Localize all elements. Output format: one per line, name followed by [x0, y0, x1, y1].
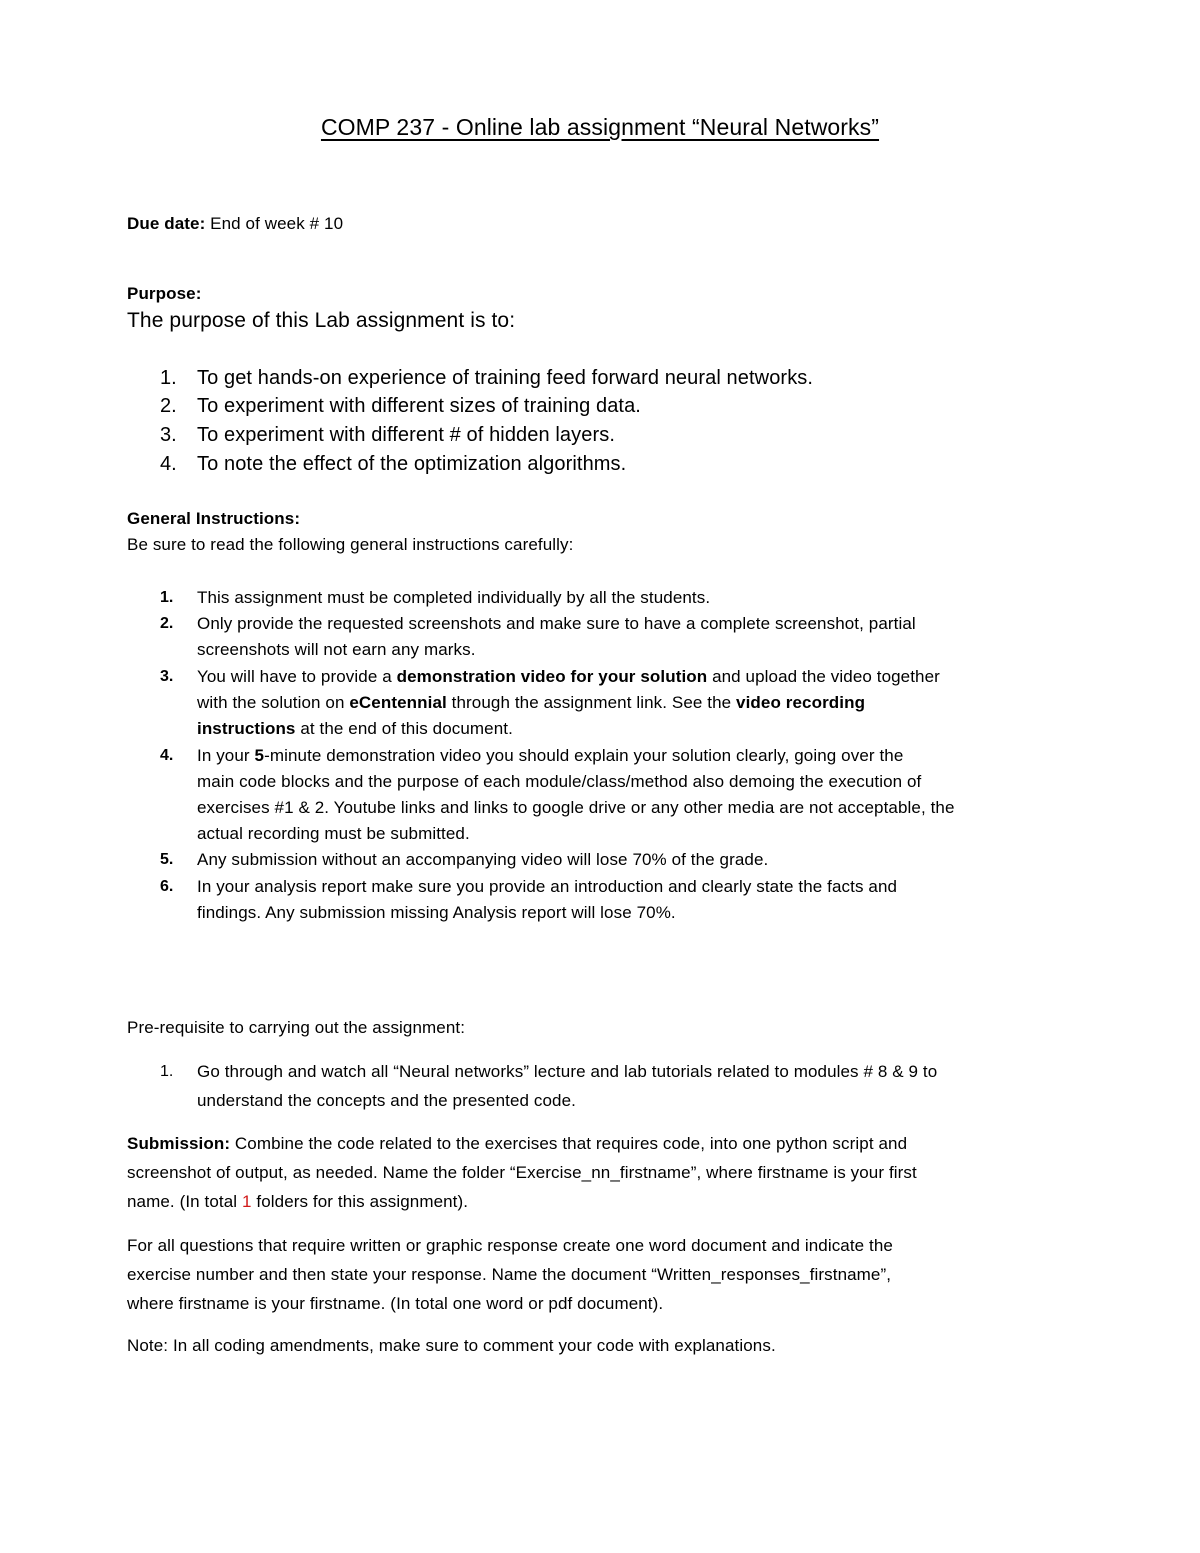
document-title: COMP 237 - Online lab assignment “Neural Networks” — [320, 114, 880, 140]
purpose-item-2-number: 2. — [160, 395, 177, 417]
instruction-2-line-2: screenshots will not earn any marks. — [197, 640, 476, 659]
prerequisite-item-1-line-1: Go through and watch all “Neural networks” lecture and lab tutorials related to modules # 8 & 9 to — [197, 1062, 938, 1081]
prerequisite-intro: Pre-requisite to carrying out the assignment: — [127, 1018, 466, 1037]
instruction-2-line-1: Only provide the requested screenshots and make sure to have a complete screenshot, partial — [197, 614, 916, 633]
submission-folder-count: 1 — [242, 1192, 252, 1211]
instruction-2-number: 2. — [160, 615, 174, 632]
instruction-5-line-1: Any submission without an accompanying video will lose 70% of the grade. — [197, 850, 769, 869]
instruction-3-line-3 — [197, 719, 513, 739]
instruction-3-text-e: through the assignment link. See the — [446, 693, 737, 712]
written-line-2: exercise number and then state your response. Name the document “Written_responses_firstname”, — [127, 1265, 892, 1284]
instruction-3-number: 3. — [160, 668, 174, 685]
due-date-line — [127, 214, 343, 234]
submission-line-3 — [127, 1192, 468, 1212]
instruction-3-emphasis-instructions: instructions — [197, 719, 296, 738]
purpose-item-1-number: 1. — [160, 367, 177, 389]
purpose-item-3: To experiment with different # of hidden layers. — [197, 424, 615, 446]
instruction-5-number: 5. — [160, 851, 174, 868]
purpose-label: Purpose: — [127, 284, 202, 303]
written-line-3: where firstname is your firstname. (In total one word or pdf document). — [127, 1294, 664, 1313]
instruction-3-line-1 — [197, 667, 940, 687]
submission-line-1 — [127, 1134, 907, 1154]
instruction-6-line-2: findings. Any submission missing Analysis report will lose 70%. — [197, 903, 676, 922]
purpose-item-3-number: 3. — [160, 424, 177, 446]
purpose-intro: The purpose of this Lab assignment is to: — [127, 309, 516, 332]
instruction-3-emphasis-video: demonstration video for your solution — [396, 667, 708, 686]
note-line — [127, 1336, 776, 1356]
instruction-4-number: 4. — [160, 747, 174, 764]
instruction-3-emphasis-recording: video recording — [736, 693, 866, 712]
submission-text-3a: name. (In total — [127, 1192, 242, 1211]
instruction-3-text-f: at the end of this document. — [295, 719, 513, 738]
instruction-4-line-4: actual recording must be submitted. — [197, 824, 470, 843]
instruction-4-line-1 — [197, 746, 903, 766]
purpose-item-4-number: 4. — [160, 453, 177, 475]
instruction-6-line-1: In your analysis report make sure you provide an introduction and clearly state the facts and — [197, 877, 898, 896]
prerequisite-item-1-line-2: understand the concepts and the presented code. — [197, 1091, 576, 1110]
submission-label: Submission: — [127, 1134, 231, 1153]
submission-text-1: Combine the code related to the exercises that requires code, into one python script and — [230, 1134, 908, 1153]
purpose-item-4: To note the effect of the optimization algorithms. — [197, 453, 627, 475]
note-text: In all coding amendments, make sure to comment your code with explanations. — [168, 1336, 776, 1355]
instruction-3-line-2 — [197, 693, 865, 713]
instruction-1-number: 1. — [160, 589, 174, 606]
due-date-value: End of week # 10 — [205, 214, 344, 233]
instruction-3-emphasis-ecentennial: eCentennial — [349, 693, 447, 712]
prerequisite-item-1-number: 1. — [160, 1063, 174, 1080]
instruction-6-number: 6. — [160, 878, 174, 895]
written-line-1: For all questions that require written or graphic response create one word document and indicate the — [127, 1236, 893, 1255]
instruction-4-text-c: -minute demonstration video you should explain your solution clearly, going over the — [264, 746, 904, 765]
instruction-3-text-c: and upload the video together — [707, 667, 940, 686]
instruction-4-text-a: In your — [197, 746, 255, 765]
purpose-item-1: To get hands-on experience of training feed forward neural networks. — [197, 367, 814, 389]
instruction-4-line-2: main code blocks and the purpose of each module/class/method also demoing the execution of — [197, 772, 922, 791]
general-instructions-label: General Instructions: — [127, 509, 301, 528]
instruction-3-text-d: with the solution on — [197, 693, 350, 712]
due-date-label: Due date: — [127, 214, 206, 233]
note-label: Note: — [127, 1336, 169, 1355]
submission-text-3c: folders for this assignment). — [251, 1192, 469, 1211]
general-instructions-intro: Be sure to read the following general instructions carefully: — [127, 535, 574, 554]
instruction-1-line-1: This assignment must be completed individually by all the students. — [197, 588, 711, 607]
instruction-4-line-3: exercises #1 & 2. Youtube links and links to google drive or any other media are not acceptable, the — [197, 798, 955, 817]
instruction-3-text-a: You will have to provide a — [197, 667, 397, 686]
purpose-item-2: To experiment with different sizes of training data. — [197, 395, 641, 417]
instruction-4-emphasis-5: 5 — [254, 746, 265, 765]
submission-line-2: screenshot of output, as needed. Name the folder “Exercise_nn_firstname”, where firstname is your first — [127, 1163, 917, 1182]
